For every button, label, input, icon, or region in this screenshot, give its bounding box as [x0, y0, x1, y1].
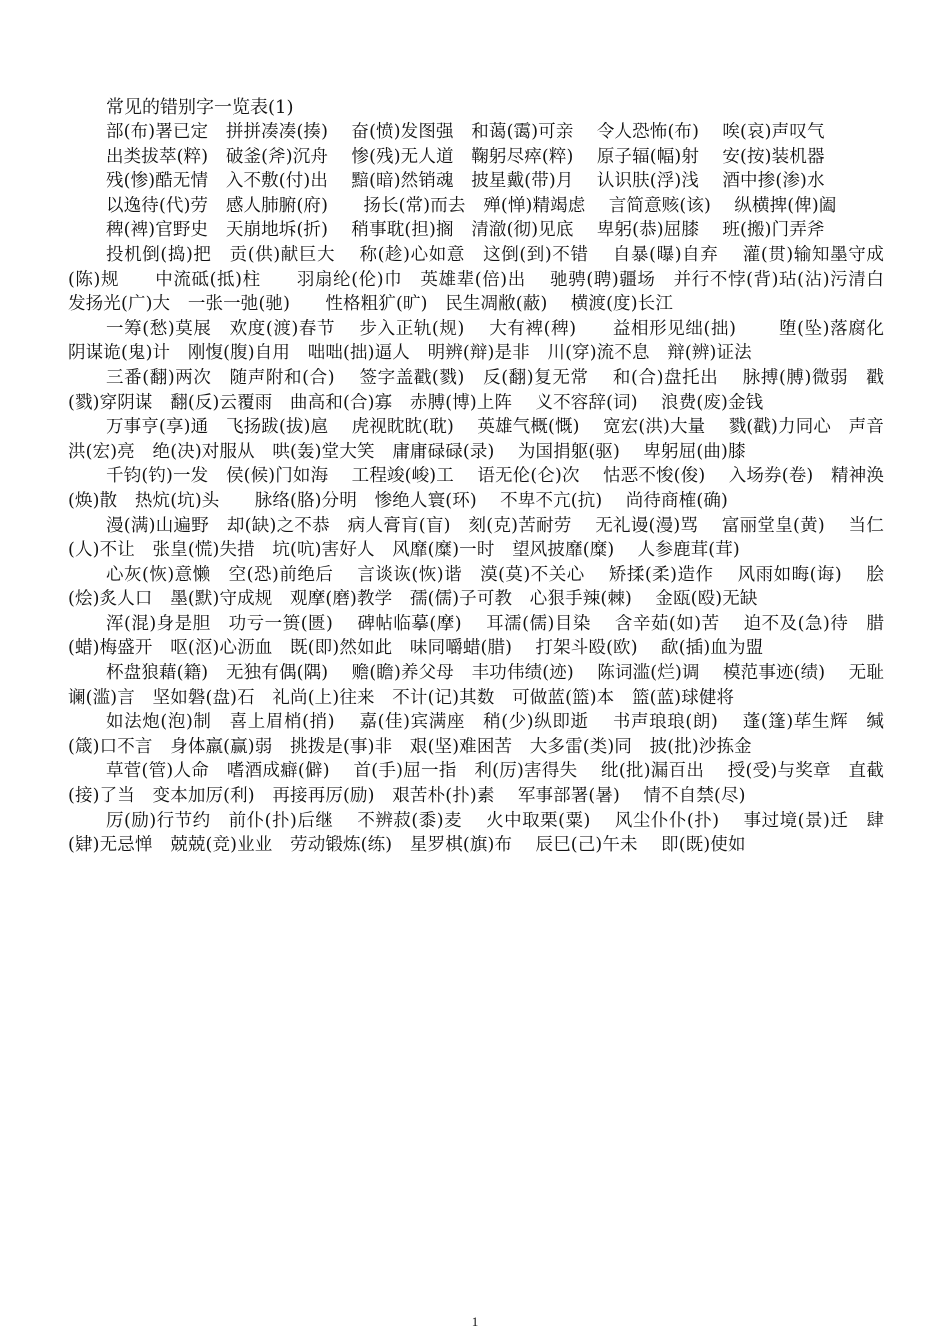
document-body: [68, 96, 908, 858]
paragraph: 如法炮(泡)制 喜上眉梢(捎) 嘉(佳)宾满座 稍(少)纵即逝 书声琅琅(朗) 蓬(篷)荜生辉 缄(箴)口不言 身体羸(赢)弱 挑拨是(事)非 艰(坚)难困苦 大多雷(类)同 披(批)沙拣金: [68, 712, 884, 757]
paragraph: 投机倒(捣)把 贡(供)献巨大 称(趁)心如意 这倒(到)不错 自暴(曝)自弃 灌(贯)输知墨守成(陈)规 中流砥(抵)柱 羽扇纶(伦)巾 英雄辈(倍)出 驰骋(聘)疆场 并行不悖(背)玷(沾)污清白 发扬光(广)大 一张一弛(驰) 性格粗犷(旷) 民生凋敝(蔽) 横渡(度)长江: [68, 244, 902, 315]
paragraph: 杯盘狼藉(籍) 无独有偶(隅) 赡(瞻)养父母 丰功伟绩(迹) 陈词滥(烂)调 模范事迹(绩) 无耻谰(滥)言 坚如磐(盘)石 礼尚(上)往来 不计(记)其数 可做蓝(篮)本 篮(蓝)球健将: [68, 663, 884, 708]
paragraph: 厉(励)行节约 前仆(扑)后继 不辨菽(黍)麦 火中取栗(粟) 风尘仆仆(扑) 事过境(景)迁 肆(肄)无忌惮 兢兢(竞)业业 劳动锻炼(练) 星罗棋(旗)布 辰巳(己)午未 即(既)使如: [68, 810, 884, 856]
page-number: 1: [471, 1314, 479, 1329]
paragraph: 草菅(管)人命 嗜酒成癖(僻) 首(手)屈一指 利(厉)害得失 纰(批)漏百出 授(受)与奖章 直截(接)了当 变本加厉(利) 再接再厉(励) 艰苦朴(扑)素 军事部署(暑) 情不自禁(尽): [68, 761, 884, 807]
paragraph: 浑(混)身是胆 功亏一篑(匮) 碑帖临摹(摩) 耳濡(儒)目染 含辛茹(如)苦 迫不及(急)待 腊(蜡)梅盛开 呕(沤)心沥血 既(即)然如此 味同嚼蜡(腊) 打架斗殴(欧) 歃(插)血为盟: [68, 613, 884, 659]
paragraph: 千钧(钓)一发 侯(候)门如海 工程竣(峻)工 语无伦(仑)次 怙恶不悛(俊) 入场券(卷) 精神涣(焕)散 热炕(坑)头 脉络(胳)分明 惨绝人寰(环) 不卑不亢(抗) 尚待商榷(确): [68, 466, 884, 511]
paragraph: 三番(翻)两次 随声附和(合) 签字盖戳(戮) 反(翻)复无常 和(合)盘托出 脉搏(膊)微弱 戳(戮)穿阴谋 翻(反)云覆雨 曲高和(合)寡 赤膊(博)上阵 义不容辞(词) 浪费(废)金钱: [68, 367, 884, 413]
paragraph: 漫(满)山遍野 却(缺)之不恭 病人膏肓(盲) 刻(克)苦耐劳 无礼谩(漫)骂 富丽堂皇(黄) 当仁(人)不让 张皇(慌)失措 坑(吭)害好人 风靡(糜)一时 望风披靡(糜) 人参鹿茸(茸): [68, 515, 884, 561]
paragraph: 残(惨)酷无情 入不敷(付)出 黯(暗)然销魂 披星戴(带)月 认识肤(浮)浅 酒中掺(渗)水: [106, 171, 825, 192]
paragraph: 心灰(恢)意懒 空(恐)前绝后 言谈诙(恢)谐 漠(莫)不关心 矫揉(柔)造作 风雨如晦(诲) 脍(烩)炙人口 墨(默)守成规 观摩(磨)教学 孺(儒)子可教 心狠手辣(棘) 金瓯(殴)无缺: [68, 564, 884, 610]
paragraph: 出类拔萃(粹) 破釜(斧)沉舟 惨(残)无人道 鞠躬尽瘁(粹) 原子辐(幅)射 安(按)装机器: [106, 146, 825, 167]
paragraph: 部(布)署已定 拼拼凑凑(揍) 奋(愤)发图强 和蔼(霭)可亲 令人恐怖(布) 唉(哀)声叹气: [106, 122, 825, 142]
paragraph: 稗(裨)官野史 天崩地坼(折) 稍事耽(担)搁 清澈(彻)见底 卑躬(恭)屈膝 班(搬)门弄斧: [106, 220, 825, 241]
paragraph: 以逸待(代)劳 感人肺腑(府) 扬长(常)而去 殚(惮)精竭虑 言简意赅(该) 纵横捭(俾)阖: [106, 195, 837, 216]
document-title: 常见的错别字一览表(1): [106, 97, 294, 118]
paragraph: 一筹(愁)莫展 欢度(渡)春节 步入正轨(规) 大有裨(稗) 益相形见绌(拙) 堕(坠)落腐化 阴谋诡(鬼)计 刚愎(腹)自用 咄咄(拙)逼人 明辨(辩)是非 川(穿)流不息 辩(辨)证法: [68, 318, 908, 364]
paragraph: 万事亨(享)通 飞扬跋(拔)扈 虎视眈眈(耽) 英雄气概(慨) 宽宏(洪)大量 戮(戳)力同心 声音洪(宏)亮 绝(决)对服从 哄(轰)堂大笑 庸庸碌碌(录) 为国捐躯(驱) 卑躬屈(曲)膝: [68, 417, 884, 462]
